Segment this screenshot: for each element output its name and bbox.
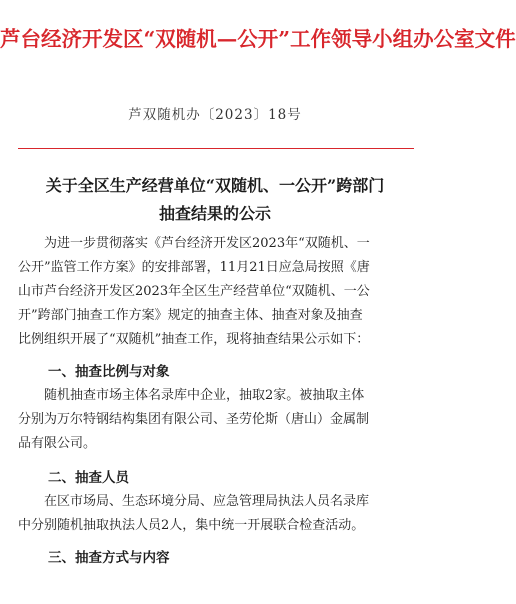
intro-line: 开”跨部门抽查工作方案》规定的抽查主体、抽查对象及抽查	[18, 308, 363, 323]
section-line: 随机抽查市场主体名录库中企业，抽取2家。被抽取主体	[44, 388, 365, 403]
section-line: 中分别随机抽取执法人员2人，集中统一开展联合检查活动。	[18, 518, 365, 533]
intro-paragraph	[18, 232, 414, 352]
notice-title	[0, 172, 430, 228]
section-line: 分别为万尔特钢结构集团有限公司、圣劳伦斯（唐山）金属制	[18, 412, 370, 427]
intro-line: 比例组织开展了“双随机”抽查工作，现将抽查结果公示如下：	[18, 332, 370, 347]
section-heading-sampling: 一、抽查比例与对象	[48, 364, 170, 380]
section-heading-personnel: 二、抽查人员	[48, 470, 129, 486]
red-divider-line	[18, 148, 414, 149]
intro-line: 山市芦台经济开发区2023年全区生产经营单位“双随机、一公	[18, 284, 370, 299]
section-line: 品有限公司。	[18, 436, 97, 451]
intro-line: 公开”监管工作方案》的安排部署，11月21日应急局按照《唐	[18, 260, 370, 275]
section-paragraph-personnel	[18, 490, 414, 538]
section-paragraph-sampling	[18, 384, 414, 456]
notice-title-line: 关于全区生产经营单位“双随机、一公开”跨部门	[45, 176, 385, 195]
notice-title-line: 抽查结果的公示	[158, 204, 271, 223]
intro-line: 为进一步贯彻落实《芦台经济开发区2023年“双随机、一	[44, 236, 370, 251]
document-header-title: 芦台经济开发区“双随机—公开”工作领导小组办公室文件	[0, 27, 516, 51]
section-line: 在区市场局、生态环境分局、应急管理局执法人员名录库	[44, 494, 370, 509]
section-heading-method: 三、抽查方式与内容	[48, 550, 170, 566]
document-number: 芦双随机办〔2023〕18号	[128, 107, 302, 123]
